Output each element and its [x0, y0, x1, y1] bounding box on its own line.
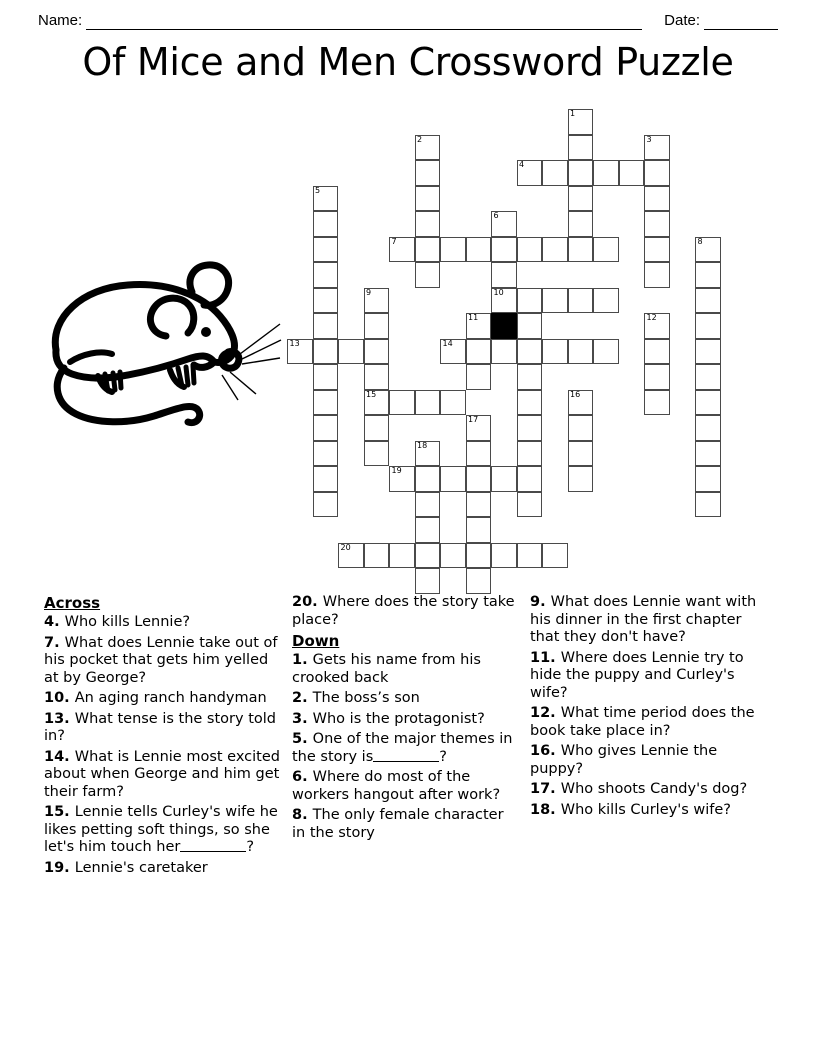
- down-clue-list-part1: [292, 652, 518, 842]
- clue-item: [292, 807, 518, 842]
- clue-item: [292, 769, 518, 804]
- grid-cell[interactable]: [364, 313, 390, 339]
- grid-cell[interactable]: [338, 339, 364, 365]
- grid-cell[interactable]: [695, 288, 721, 314]
- grid-cell[interactable]: [466, 517, 492, 543]
- clue-number: 20.: [292, 594, 323, 610]
- grid-cell[interactable]: [517, 288, 543, 314]
- grid-cell[interactable]: [695, 492, 721, 518]
- clue-number: 9.: [530, 594, 551, 610]
- grid-cell[interactable]: [287, 339, 313, 365]
- grid-cell[interactable]: [364, 390, 390, 416]
- grid-cell[interactable]: [415, 160, 441, 186]
- grid-cell[interactable]: [517, 237, 543, 263]
- grid-cell[interactable]: [517, 543, 543, 569]
- date-label: Date:: [664, 12, 700, 29]
- grid-cell[interactable]: [517, 415, 543, 441]
- grid-cell[interactable]: [440, 466, 466, 492]
- grid-cell[interactable]: [593, 160, 619, 186]
- clue-item: [292, 731, 518, 766]
- clue-number: 14.: [44, 748, 75, 765]
- grid-cell[interactable]: [364, 415, 390, 441]
- grid-cell-number: 4: [519, 160, 525, 169]
- grid-cell[interactable]: [491, 543, 517, 569]
- grid-cell[interactable]: [491, 211, 517, 237]
- clue-number: 15.: [44, 804, 75, 820]
- clue-text: Who kills Curley's wife?: [560, 801, 731, 818]
- clue-item: [292, 690, 518, 708]
- grid-cell[interactable]: [415, 466, 441, 492]
- grid-cell[interactable]: [364, 364, 390, 390]
- grid-cell-number: 3: [646, 134, 652, 144]
- clue-number: 7.: [44, 634, 65, 651]
- clue-item: [44, 635, 280, 688]
- grid-cell-number: 15: [366, 389, 377, 399]
- grid-cell[interactable]: [568, 109, 594, 135]
- grid-cell[interactable]: [568, 211, 594, 237]
- grid-cell[interactable]: [440, 339, 466, 365]
- clue-item: [530, 802, 762, 820]
- grid-cell[interactable]: [491, 262, 517, 288]
- grid-cell[interactable]: [695, 466, 721, 492]
- name-date-row: [0, 4, 816, 30]
- clue-item: [530, 705, 762, 740]
- grid-cell[interactable]: [517, 339, 543, 365]
- clue-text: Who gives Lennie the puppy?: [530, 743, 718, 777]
- clue-number: 6.: [292, 769, 313, 785]
- grid-cell[interactable]: [466, 339, 492, 365]
- grid-cell[interactable]: [364, 543, 390, 569]
- grid-cell-number: 7: [391, 236, 397, 246]
- grid-cell[interactable]: [466, 492, 492, 518]
- clue-item: [44, 860, 280, 878]
- clue-text: Who shoots Candy's dog?: [560, 781, 748, 797]
- crossword-grid[interactable]: [287, 109, 747, 589]
- grid-cell-number: 9: [366, 287, 372, 297]
- grid-cell[interactable]: [415, 517, 441, 543]
- clue-columns: [44, 594, 774, 964]
- grid-cell-number: 8: [697, 236, 703, 246]
- grid-cell[interactable]: [568, 415, 594, 441]
- down-clue-list-part2: [530, 594, 762, 819]
- grid-cell[interactable]: [466, 568, 492, 594]
- grid-cell[interactable]: [466, 466, 492, 492]
- clue-answer-blank[interactable]: [180, 839, 246, 852]
- grid-cell-number: 12: [646, 313, 657, 322]
- clue-number: 3.: [292, 710, 313, 727]
- grid-cell[interactable]: [695, 415, 721, 441]
- clue-number: 2.: [292, 690, 313, 706]
- grid-cell[interactable]: [542, 237, 568, 263]
- grid-cell[interactable]: [542, 288, 568, 314]
- grid-cell[interactable]: [517, 390, 543, 416]
- grid-cell[interactable]: [517, 492, 543, 518]
- grid-cell[interactable]: [466, 543, 492, 569]
- clue-text: Who is the protagonist?: [312, 710, 485, 727]
- grid-cell[interactable]: [313, 466, 339, 492]
- grid-cell[interactable]: [568, 135, 594, 161]
- grid-cell[interactable]: [568, 390, 594, 416]
- page-title: Of Mice and Men Crossword Puzzle: [82, 40, 734, 84]
- grid-cell[interactable]: [415, 135, 441, 161]
- clue-number: 11.: [530, 649, 561, 666]
- clue-item: [44, 749, 280, 802]
- clue-item: [292, 594, 518, 629]
- grid-cell[interactable]: [364, 288, 390, 314]
- clue-number: 10.: [44, 690, 75, 706]
- name-write-line[interactable]: [86, 14, 642, 30]
- clue-item: [530, 743, 762, 778]
- clue-item: [530, 594, 762, 647]
- grid-cell[interactable]: [644, 237, 670, 263]
- clue-number: 8.: [292, 807, 313, 823]
- clue-text: Lennie tells Curley's wife he likes petting soft things, so she let's him touch her: [44, 804, 278, 855]
- clue-item: [530, 781, 762, 799]
- grid-cell[interactable]: [415, 492, 441, 518]
- clue-number: 16.: [530, 743, 561, 759]
- clue-text-tail: ?: [246, 839, 255, 855]
- grid-cell[interactable]: [644, 262, 670, 288]
- grid-cell[interactable]: [695, 262, 721, 288]
- clue-text: Where do most of the workers hangout after work?: [292, 769, 501, 803]
- grid-cell[interactable]: [415, 390, 441, 416]
- grid-cell[interactable]: [364, 441, 390, 467]
- grid-cell[interactable]: [491, 237, 517, 263]
- clue-text: The boss’s son: [312, 690, 420, 706]
- grid-cell[interactable]: [695, 364, 721, 390]
- clue-item: [44, 614, 280, 632]
- grid-cell[interactable]: [695, 390, 721, 416]
- mouse-illustration: [42, 258, 282, 438]
- grid-cell[interactable]: [415, 262, 441, 288]
- grid-cell[interactable]: [695, 313, 721, 339]
- grid-cell[interactable]: [389, 390, 415, 416]
- grid-cell[interactable]: [389, 237, 415, 263]
- grid-cell[interactable]: [644, 313, 670, 339]
- grid-cell-number: 16: [570, 389, 581, 399]
- grid-cell[interactable]: [313, 237, 339, 263]
- grid-cell[interactable]: [491, 339, 517, 365]
- grid-cell[interactable]: [313, 390, 339, 416]
- clue-number: 13.: [44, 710, 75, 727]
- grid-cell[interactable]: [517, 466, 543, 492]
- grid-cell[interactable]: [440, 390, 466, 416]
- clue-text: An aging ranch handyman: [74, 690, 267, 706]
- clue-number: 12.: [530, 705, 561, 721]
- grid-cell[interactable]: [644, 160, 670, 186]
- clue-item: [530, 650, 762, 703]
- grid-cell[interactable]: [695, 237, 721, 263]
- grid-cell-number: 6: [493, 211, 499, 220]
- grid-cell-number: 1: [570, 109, 576, 118]
- grid-cell[interactable]: [313, 262, 339, 288]
- grid-cell[interactable]: [313, 415, 339, 441]
- grid-cell[interactable]: [313, 492, 339, 518]
- clue-text: Gets his name from his crooked back: [292, 652, 481, 686]
- grid-cell-number: 10: [493, 287, 504, 297]
- grid-cell[interactable]: [313, 339, 339, 365]
- clue-column-3: [530, 594, 774, 964]
- name-label: Name:: [38, 12, 83, 29]
- grid-cell[interactable]: [415, 211, 441, 237]
- clue-text: What is Lennie most excited about when George and him get their farm?: [44, 748, 280, 800]
- clue-text: What does Lennie take out of his pocket that gets him yelled at by George?: [44, 634, 278, 686]
- grid-cell[interactable]: [644, 390, 670, 416]
- clue-number: 18.: [530, 801, 561, 818]
- grid-cell[interactable]: [364, 339, 390, 365]
- clue-text: Who kills Lennie?: [64, 614, 191, 630]
- grid-cell[interactable]: [568, 466, 594, 492]
- grid-cell[interactable]: [644, 364, 670, 390]
- grid-cell-number: 14: [442, 338, 453, 348]
- grid-cell[interactable]: [568, 441, 594, 467]
- grid-cell[interactable]: [568, 339, 594, 365]
- grid-block-cell: [491, 313, 517, 339]
- clue-text: Where does Lennie try to hide the puppy and Curley's wife?: [530, 649, 744, 701]
- grid-cell-number: 17: [468, 415, 479, 424]
- grid-cell[interactable]: [415, 237, 441, 263]
- grid-cell[interactable]: [517, 364, 543, 390]
- grid-cell[interactable]: [568, 237, 594, 263]
- grid-cell[interactable]: [313, 364, 339, 390]
- grid-cell[interactable]: [466, 415, 492, 441]
- grid-cell[interactable]: [491, 466, 517, 492]
- grid-cell[interactable]: [415, 568, 441, 594]
- down-heading: Down: [292, 632, 340, 650]
- grid-cell-number: 18: [417, 440, 428, 450]
- grid-cell[interactable]: [568, 288, 594, 314]
- grid-cell[interactable]: [542, 160, 568, 186]
- clue-item: [44, 711, 280, 746]
- grid-cell[interactable]: [440, 237, 466, 263]
- grid-cell[interactable]: [440, 543, 466, 569]
- clue-number: 5.: [292, 731, 313, 747]
- grid-cell[interactable]: [593, 237, 619, 263]
- clue-text: What tense is the story told in?: [44, 710, 276, 744]
- grid-cell[interactable]: [644, 135, 670, 161]
- grid-cell[interactable]: [568, 160, 594, 186]
- grid-cell[interactable]: [313, 288, 339, 314]
- grid-cell[interactable]: [415, 186, 441, 212]
- grid-cell[interactable]: [619, 160, 645, 186]
- grid-cell[interactable]: [389, 543, 415, 569]
- grid-cell[interactable]: [313, 441, 339, 467]
- grid-cell-number: 11: [468, 313, 479, 322]
- grid-cell[interactable]: [517, 160, 543, 186]
- grid-cell-number: 5: [315, 185, 321, 195]
- grid-cell[interactable]: [593, 288, 619, 314]
- grid-cell[interactable]: [313, 313, 339, 339]
- grid-cell[interactable]: [542, 543, 568, 569]
- clue-number: 17.: [530, 781, 561, 797]
- grid-cell[interactable]: [644, 211, 670, 237]
- clue-item: [292, 652, 518, 687]
- clue-column-1: [44, 594, 292, 964]
- grid-cell[interactable]: [466, 364, 492, 390]
- clue-column-2: [292, 594, 530, 964]
- grid-cell[interactable]: [568, 186, 594, 212]
- clue-text-tail: ?: [439, 748, 447, 765]
- across-clue-list-part2: [292, 594, 518, 629]
- clue-text: Lennie's caretaker: [74, 859, 208, 876]
- grid-cell[interactable]: [542, 339, 568, 365]
- grid-cell-number: 2: [417, 134, 423, 144]
- grid-cell[interactable]: [695, 441, 721, 467]
- grid-cell[interactable]: [415, 441, 441, 467]
- grid-cell[interactable]: [466, 313, 492, 339]
- grid-cell[interactable]: [491, 288, 517, 314]
- grid-cell[interactable]: [644, 339, 670, 365]
- clue-text: One of the major themes in the story is: [292, 731, 513, 765]
- clue-item: [44, 690, 280, 708]
- clue-number: 4.: [44, 614, 65, 630]
- clue-item: [44, 804, 280, 857]
- grid-cell[interactable]: [644, 186, 670, 212]
- grid-cell-number: 19: [391, 466, 402, 475]
- grid-cell[interactable]: [695, 339, 721, 365]
- clue-number: 19.: [44, 859, 75, 876]
- grid-cell[interactable]: [313, 186, 339, 212]
- grid-cell[interactable]: [389, 466, 415, 492]
- clue-text: The only female character in the story: [292, 807, 504, 841]
- grid-cell[interactable]: [517, 441, 543, 467]
- grid-cell[interactable]: [415, 543, 441, 569]
- clue-text: What time period does the book take place in?: [530, 705, 755, 739]
- grid-cell[interactable]: [338, 543, 364, 569]
- grid-cell[interactable]: [517, 313, 543, 339]
- grid-cell[interactable]: [466, 441, 492, 467]
- grid-cell[interactable]: [593, 339, 619, 365]
- clue-answer-blank[interactable]: [373, 749, 439, 762]
- clue-item: [292, 711, 518, 729]
- grid-cell-number: 20: [340, 542, 351, 552]
- grid-cell-number: 13: [289, 338, 300, 348]
- clue-number: 1.: [292, 652, 313, 668]
- across-heading: Across: [44, 594, 101, 612]
- across-clue-list-part1: [44, 614, 280, 877]
- clue-text: Where does the story take place?: [292, 594, 515, 628]
- clue-text: What does Lennie want with his dinner in the first chapter that they don't have?: [530, 594, 757, 645]
- grid-cell[interactable]: [466, 237, 492, 263]
- grid-cell[interactable]: [313, 211, 339, 237]
- date-write-line[interactable]: [704, 14, 778, 30]
